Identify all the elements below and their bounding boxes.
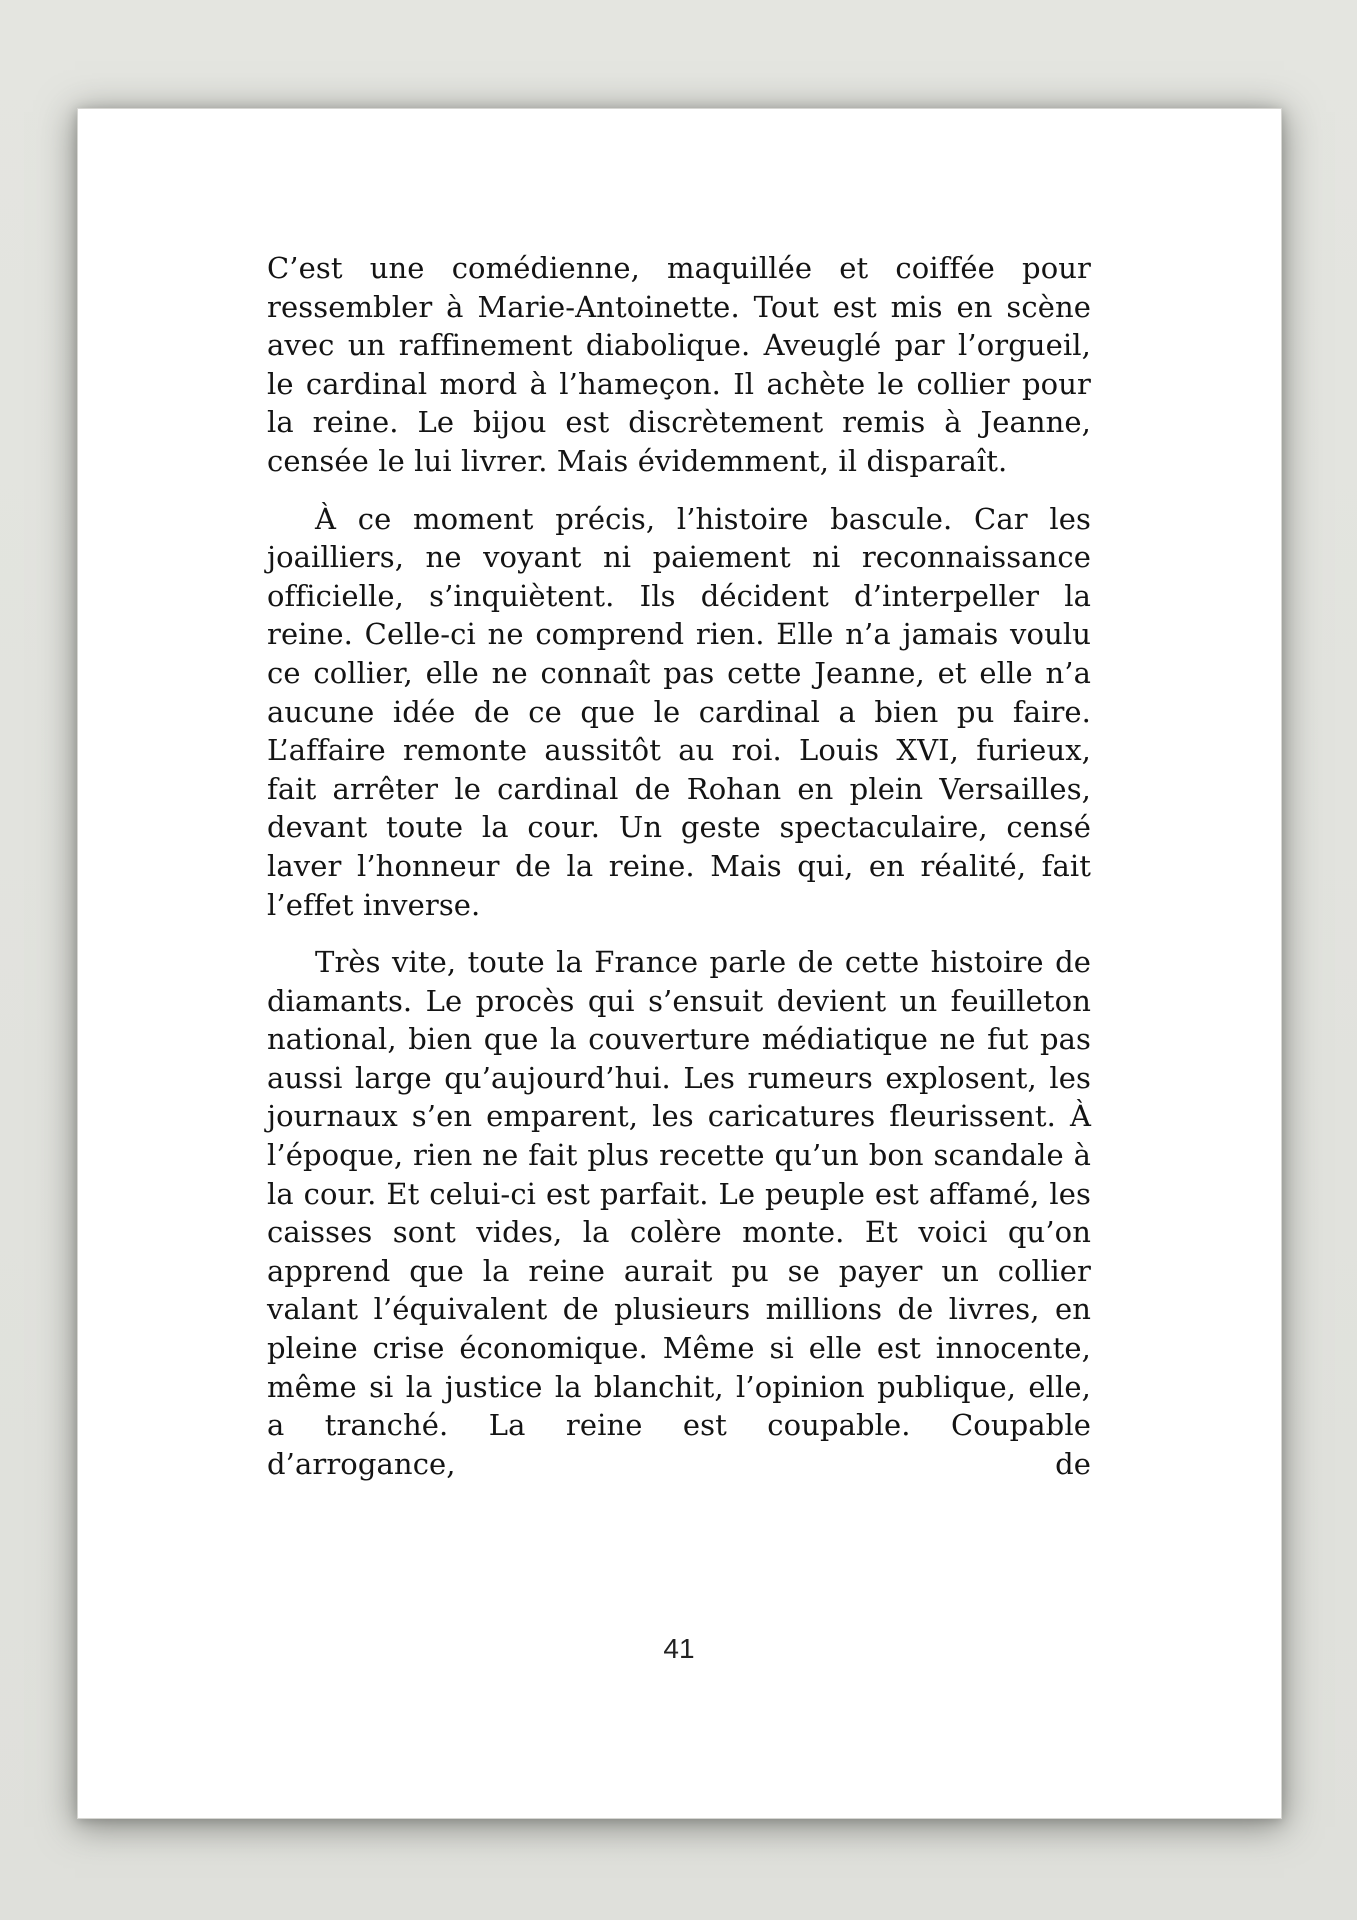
paragraph: C’est une comédienne, maquillée et coiffée pour ressembler à Marie-Antoinette. Tout est mis en scène avec un raffinement diabolique. Aveuglé par l’orgueil, le cardinal mord à l’hameçon. Il achète le collier pour la reine. Le bijou est discrètement remis à Jeanne, censée le lui livrer. Mais évidemment, il disparaît. <box>267 251 1091 478</box>
paragraph: Très vite, toute la France parle de cette histoire de diamants. Le procès qui s’ensuit devient un feuilleton national, bien que la couverture médiatique ne fut pas aussi large qu’aujourd’hui. Les rumeurs explosent, les journaux s’en emparent, les caricatures fleurissent. À l’époque, rien ne fait plus recette qu’un bon scandale à la cour. Et celui-ci est parfait. Le peuple est affamé, les caisses sont vides, la colère monte. Et voici qu’on apprend que la reine aurait pu se payer un collier valant l’équivalent de plusieurs millions de livres, en pleine crise économique. Même si elle est innocente, même si la justice la blanchit, l’opinion publique, elle, a tranché. La reine est coupable. Coupable d’arrogance, de <box>267 945 1091 1481</box>
page-number: 41 <box>663 1633 695 1664</box>
paragraph: À ce moment précis, l’histoire bascule. Car les joailliers, ne voyant ni paiement ni reconnaissance officielle, s’inquiètent. Ils décident d’interpeller la reine. Celle-ci ne comprend rien. Elle n’a jamais voulu ce collier, elle ne connaît pas cette Jeanne, et elle n’a aucune idée de ce que le cardinal a bien pu faire. L’affaire remonte aussitôt au roi. Louis XVI, furieux, fait arrêter le cardinal de Rohan en plein Versailles, devant toute la cour. Un geste spectaculaire, censé laver l’honneur de la reine. Mais qui, en réalité, fait l’effet inverse. <box>267 501 1091 922</box>
text-column <box>267 249 1091 1483</box>
book-page <box>77 108 1282 1819</box>
